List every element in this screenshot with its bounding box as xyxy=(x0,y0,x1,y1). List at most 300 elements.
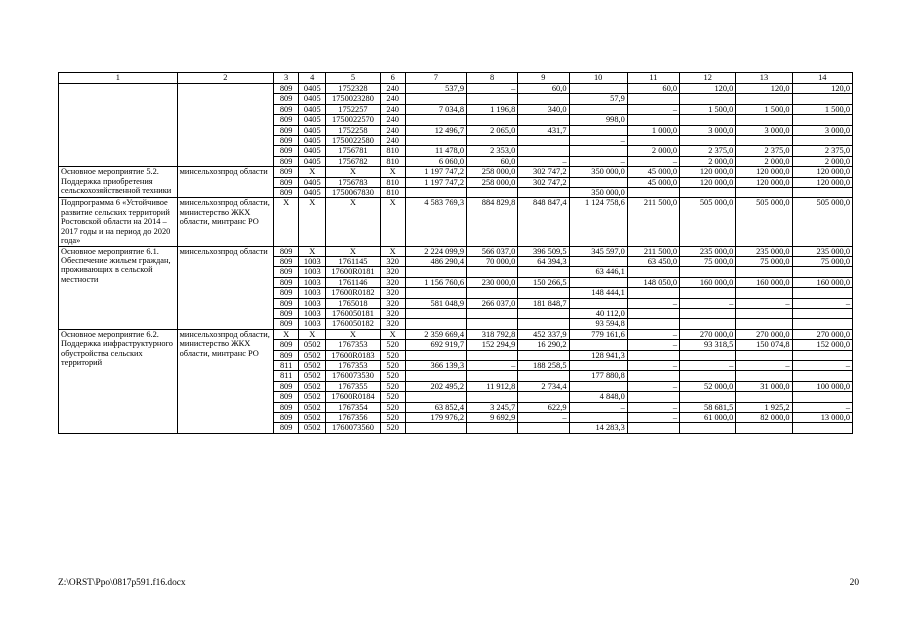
code-cell-c4: 0502 xyxy=(299,371,326,381)
amount-cell-c12 xyxy=(680,319,736,329)
code-cell-c6: X xyxy=(380,329,405,339)
amount-cell-c10: – xyxy=(569,156,627,166)
amount-cell-c10: 14 283,3 xyxy=(569,423,627,433)
amount-cell-c11: – xyxy=(627,156,679,166)
code-cell-c4: 0405 xyxy=(299,177,326,187)
amount-cell-c7: 63 852,4 xyxy=(405,402,466,412)
amount-cell-c11 xyxy=(627,188,679,198)
amount-cell-c13 xyxy=(736,371,792,381)
amount-cell-c14: 3 000,0 xyxy=(792,125,852,135)
code-cell-c5: 1752258 xyxy=(326,125,380,135)
amount-cell-c7 xyxy=(405,392,466,402)
code-cell-c5: X xyxy=(326,246,380,256)
code-cell-c4: 1003 xyxy=(299,288,326,298)
amount-cell-c8: 11 912,8 xyxy=(467,381,518,391)
amount-cell-c12: 61 000,0 xyxy=(680,413,736,423)
amount-cell-c12 xyxy=(680,94,736,104)
amount-cell-c9: 2 734,4 xyxy=(518,381,569,391)
code-cell-c3: 809 xyxy=(274,104,299,114)
code-cell-c5: 1750067830 xyxy=(326,188,380,198)
amount-cell-c7: 11 478,0 xyxy=(405,146,466,156)
column-header-3: 3 xyxy=(274,73,299,84)
code-cell-c5: 1760073560 xyxy=(326,423,380,433)
amount-cell-c7 xyxy=(405,371,466,381)
amount-cell-c7: 366 139,3 xyxy=(405,360,466,370)
code-cell-c6: 520 xyxy=(380,381,405,391)
amount-cell-c13 xyxy=(736,188,792,198)
code-cell-c3: X xyxy=(274,198,299,246)
amount-cell-c7: 692 919,7 xyxy=(405,340,466,350)
amount-cell-c14: 2 375,0 xyxy=(792,146,852,156)
amount-cell-c7: 581 048,9 xyxy=(405,298,466,308)
amount-cell-c10: 40 112,0 xyxy=(569,308,627,318)
code-cell-c6: 320 xyxy=(380,288,405,298)
amount-cell-c9: 302 747,2 xyxy=(518,177,569,187)
code-cell-c5: 1767353 xyxy=(326,340,380,350)
amount-cell-c11 xyxy=(627,267,679,277)
code-cell-c6: 240 xyxy=(380,136,405,146)
amount-cell-c10: 93 594,8 xyxy=(569,319,627,329)
code-cell-c6: 810 xyxy=(380,156,405,166)
amount-cell-c12: 58 681,5 xyxy=(680,402,736,412)
amount-cell-c10 xyxy=(569,177,627,187)
amount-cell-c7 xyxy=(405,136,466,146)
amount-cell-c10: 350 000,0 xyxy=(569,188,627,198)
amount-cell-c12: 235 000,0 xyxy=(680,246,736,256)
code-cell-c6: 240 xyxy=(380,115,405,125)
code-cell-c3: 809 xyxy=(274,319,299,329)
amount-cell-c10 xyxy=(569,381,627,391)
amount-cell-c7 xyxy=(405,308,466,318)
amount-cell-c7: 2 224 099,9 xyxy=(405,246,466,256)
code-cell-c3: 809 xyxy=(274,288,299,298)
code-cell-c3: 809 xyxy=(274,423,299,433)
code-cell-c4: X xyxy=(299,329,326,339)
amount-cell-c9: 622,9 xyxy=(518,402,569,412)
amount-cell-c12 xyxy=(680,188,736,198)
amount-cell-c11: – xyxy=(627,402,679,412)
code-cell-c4: 0405 xyxy=(299,146,326,156)
code-cell-c5: 1752328 xyxy=(326,84,380,94)
amount-cell-c14: 13 000,0 xyxy=(792,413,852,423)
amount-cell-c7 xyxy=(405,115,466,125)
amount-cell-c13: 505 000,0 xyxy=(736,198,792,246)
amount-cell-c7 xyxy=(405,267,466,277)
amount-cell-c12: 3 000,0 xyxy=(680,125,736,135)
amount-cell-c9: 64 394,3 xyxy=(518,256,569,266)
amount-cell-c10: 350 000,0 xyxy=(569,167,627,177)
amount-cell-c12: – xyxy=(680,298,736,308)
amount-cell-c8: 70 000,0 xyxy=(467,256,518,266)
amount-cell-c10: – xyxy=(569,402,627,412)
amount-cell-c8: 884 829,8 xyxy=(467,198,518,246)
column-header-8: 8 xyxy=(467,73,518,84)
column-header-1: 1 xyxy=(59,73,178,84)
amount-cell-c14 xyxy=(792,392,852,402)
amount-cell-c10 xyxy=(569,413,627,423)
amount-cell-c8 xyxy=(467,423,518,433)
executor-cell xyxy=(177,84,273,167)
amount-cell-c8: 60,0 xyxy=(467,156,518,166)
code-cell-c5: 1767354 xyxy=(326,402,380,412)
amount-cell-c14: 505 000,0 xyxy=(792,198,852,246)
code-cell-c5: 1765018 xyxy=(326,298,380,308)
amount-cell-c11: – xyxy=(627,104,679,114)
amount-cell-c7: 4 583 769,3 xyxy=(405,198,466,246)
code-cell-c6: 240 xyxy=(380,125,405,135)
amount-cell-c14 xyxy=(792,308,852,318)
amount-cell-c14 xyxy=(792,371,852,381)
code-cell-c3: 809 xyxy=(274,413,299,423)
amount-cell-c13: 270 000,0 xyxy=(736,329,792,339)
code-cell-c5: 1760050181 xyxy=(326,308,380,318)
amount-cell-c11 xyxy=(627,308,679,318)
amount-cell-c9: 340,0 xyxy=(518,104,569,114)
amount-cell-c8: 2 065,0 xyxy=(467,125,518,135)
amount-cell-c10: 998,0 xyxy=(569,115,627,125)
amount-cell-c13: 82 000,0 xyxy=(736,413,792,423)
code-cell-c6: 520 xyxy=(380,392,405,402)
amount-cell-c7 xyxy=(405,188,466,198)
amount-cell-c14 xyxy=(792,136,852,146)
amount-cell-c13: 235 000,0 xyxy=(736,246,792,256)
amount-cell-c9 xyxy=(518,188,569,198)
code-cell-c6: 320 xyxy=(380,319,405,329)
amount-cell-c11: 60,0 xyxy=(627,84,679,94)
code-cell-c4: 0405 xyxy=(299,115,326,125)
code-cell-c4: 0502 xyxy=(299,423,326,433)
amount-cell-c14 xyxy=(792,423,852,433)
amount-cell-c9 xyxy=(518,423,569,433)
code-cell-c6: 520 xyxy=(380,360,405,370)
amount-cell-c12: 120 000,0 xyxy=(680,167,736,177)
code-cell-c6: 520 xyxy=(380,340,405,350)
amount-cell-c13 xyxy=(736,308,792,318)
code-cell-c3: 809 xyxy=(274,308,299,318)
code-cell-c4: 0502 xyxy=(299,413,326,423)
amount-cell-c13: 160 000,0 xyxy=(736,277,792,287)
code-cell-c5: 1756782 xyxy=(326,156,380,166)
code-cell-c5: 17600R0181 xyxy=(326,267,380,277)
code-cell-c4: 0405 xyxy=(299,94,326,104)
code-cell-c5: 1750023280 xyxy=(326,94,380,104)
amount-cell-c11: – xyxy=(627,329,679,339)
amount-cell-c11 xyxy=(627,392,679,402)
code-cell-c6: 320 xyxy=(380,308,405,318)
column-header-14: 14 xyxy=(792,73,852,84)
amount-cell-c13: 2 000,0 xyxy=(736,156,792,166)
amount-cell-c10 xyxy=(569,360,627,370)
amount-cell-c7 xyxy=(405,423,466,433)
table-row xyxy=(59,246,853,256)
table-row xyxy=(59,84,853,94)
program-name-cell xyxy=(59,84,178,167)
amount-cell-c13: 120 000,0 xyxy=(736,167,792,177)
amount-cell-c12 xyxy=(680,288,736,298)
column-header-12: 12 xyxy=(680,73,736,84)
amount-cell-c9: 150 266,5 xyxy=(518,277,569,287)
amount-cell-c14: 100 000,0 xyxy=(792,381,852,391)
amount-cell-c8: 9 692,9 xyxy=(467,413,518,423)
amount-cell-c14: 75 000,0 xyxy=(792,256,852,266)
amount-cell-c10 xyxy=(569,298,627,308)
code-cell-c3: 811 xyxy=(274,371,299,381)
amount-cell-c9: 396 509,5 xyxy=(518,246,569,256)
amount-cell-c7: 7 034,8 xyxy=(405,104,466,114)
amount-cell-c8 xyxy=(467,371,518,381)
amount-cell-c8: 230 000,0 xyxy=(467,277,518,287)
amount-cell-c14: 120 000,0 xyxy=(792,167,852,177)
code-cell-c4: 1003 xyxy=(299,267,326,277)
code-cell-c5: 1752257 xyxy=(326,104,380,114)
amount-cell-c10: 177 880,8 xyxy=(569,371,627,381)
amount-cell-c9 xyxy=(518,94,569,104)
code-cell-c3: 809 xyxy=(274,392,299,402)
amount-cell-c13 xyxy=(736,392,792,402)
code-cell-c4: 1003 xyxy=(299,308,326,318)
code-cell-c5: 1761146 xyxy=(326,277,380,287)
amount-cell-c14 xyxy=(792,188,852,198)
code-cell-c4: 0405 xyxy=(299,136,326,146)
amount-cell-c11: 1 000,0 xyxy=(627,125,679,135)
amount-cell-c11 xyxy=(627,136,679,146)
amount-cell-c10: 148 444,1 xyxy=(569,288,627,298)
amount-cell-c7 xyxy=(405,319,466,329)
amount-cell-c7: 12 496,7 xyxy=(405,125,466,135)
amount-cell-c14 xyxy=(792,267,852,277)
code-cell-c6: 520 xyxy=(380,350,405,360)
code-cell-c3: 809 xyxy=(274,84,299,94)
amount-cell-c13: 31 000,0 xyxy=(736,381,792,391)
amount-cell-c7 xyxy=(405,94,466,104)
amount-cell-c11: 45 000,0 xyxy=(627,167,679,177)
amount-cell-c9: 188 258,5 xyxy=(518,360,569,370)
amount-cell-c13: 2 375,0 xyxy=(736,146,792,156)
amount-cell-c13 xyxy=(736,267,792,277)
amount-cell-c13: 150 074,8 xyxy=(736,340,792,350)
amount-cell-c13: 120 000,0 xyxy=(736,177,792,187)
amount-cell-c9: 181 848,7 xyxy=(518,298,569,308)
amount-cell-c10: 128 941,3 xyxy=(569,350,627,360)
amount-cell-c11 xyxy=(627,288,679,298)
code-cell-c6: X xyxy=(380,198,405,246)
amount-cell-c7: 486 290,4 xyxy=(405,256,466,266)
program-name-cell: Основное мероприятие 6.2. Поддержка инфраструктурного обустройства сельских территорий xyxy=(59,329,178,433)
code-cell-c4: X xyxy=(299,198,326,246)
amount-cell-c10 xyxy=(569,104,627,114)
amount-cell-c11: 45 000,0 xyxy=(627,177,679,187)
amount-cell-c11 xyxy=(627,115,679,125)
amount-cell-c9 xyxy=(518,371,569,381)
amount-cell-c13: 1 500,0 xyxy=(736,104,792,114)
code-cell-c4: 0405 xyxy=(299,156,326,166)
amount-cell-c11 xyxy=(627,350,679,360)
amount-cell-c12: 93 318,5 xyxy=(680,340,736,350)
table-row xyxy=(59,329,853,339)
amount-cell-c12: 2 375,0 xyxy=(680,146,736,156)
amount-cell-c12: 505 000,0 xyxy=(680,198,736,246)
column-header-7: 7 xyxy=(405,73,466,84)
code-cell-c4: X xyxy=(299,246,326,256)
amount-cell-c9 xyxy=(518,319,569,329)
code-cell-c3: 809 xyxy=(274,246,299,256)
code-cell-c4: 0502 xyxy=(299,392,326,402)
table-header-row xyxy=(59,73,853,84)
amount-cell-c8: 1 196,8 xyxy=(467,104,518,114)
table-body xyxy=(59,84,853,434)
code-cell-c5: 17600R0182 xyxy=(326,288,380,298)
code-cell-c4: 1003 xyxy=(299,277,326,287)
code-cell-c6: 320 xyxy=(380,298,405,308)
amount-cell-c12 xyxy=(680,115,736,125)
amount-cell-c14: – xyxy=(792,298,852,308)
code-cell-c5: 1760050182 xyxy=(326,319,380,329)
amount-cell-c14 xyxy=(792,115,852,125)
code-cell-c6: 320 xyxy=(380,277,405,287)
code-cell-c5: X xyxy=(326,167,380,177)
amount-cell-c13 xyxy=(736,136,792,146)
code-cell-c3: 809 xyxy=(274,167,299,177)
amount-cell-c14 xyxy=(792,288,852,298)
amount-cell-c10 xyxy=(569,340,627,350)
amount-cell-c7 xyxy=(405,350,466,360)
code-cell-c3: 809 xyxy=(274,277,299,287)
footer-page-number: 20 xyxy=(849,578,859,588)
amount-cell-c14: 270 000,0 xyxy=(792,329,852,339)
amount-cell-c7: 2 359 669,4 xyxy=(405,329,466,339)
amount-cell-c7: 1 197 747,2 xyxy=(405,167,466,177)
code-cell-c3: 809 xyxy=(274,381,299,391)
code-cell-c5: 1767353 xyxy=(326,360,380,370)
amount-cell-c10: 1 124 758,6 xyxy=(569,198,627,246)
amount-cell-c9: 431,7 xyxy=(518,125,569,135)
code-cell-c6: X xyxy=(380,167,405,177)
amount-cell-c13: 1 925,2 xyxy=(736,402,792,412)
amount-cell-c11 xyxy=(627,371,679,381)
amount-cell-c8: 152 294,9 xyxy=(467,340,518,350)
amount-cell-c11: 63 450,0 xyxy=(627,256,679,266)
amount-cell-c9: 302 747,2 xyxy=(518,167,569,177)
amount-cell-c10: 4 848,0 xyxy=(569,392,627,402)
amount-cell-c12: 52 000,0 xyxy=(680,381,736,391)
code-cell-c4: 0405 xyxy=(299,104,326,114)
column-header-9: 9 xyxy=(518,73,569,84)
amount-cell-c8: 258 000,0 xyxy=(467,167,518,177)
amount-cell-c8 xyxy=(467,308,518,318)
amount-cell-c14: 235 000,0 xyxy=(792,246,852,256)
amount-cell-c14 xyxy=(792,350,852,360)
code-cell-c5: 1756781 xyxy=(326,146,380,156)
amount-cell-c14: 2 000,0 xyxy=(792,156,852,166)
amount-cell-c10: 779 161,6 xyxy=(569,329,627,339)
amount-cell-c13: 120,0 xyxy=(736,84,792,94)
amount-cell-c8: – xyxy=(467,360,518,370)
code-cell-c3: 809 xyxy=(274,115,299,125)
amount-cell-c7: 1 156 760,6 xyxy=(405,277,466,287)
amount-cell-c9 xyxy=(518,115,569,125)
amount-cell-c8 xyxy=(467,136,518,146)
amount-cell-c12: – xyxy=(680,360,736,370)
amount-cell-c7: 1 197 747,2 xyxy=(405,177,466,187)
code-cell-c6: 520 xyxy=(380,371,405,381)
column-header-4: 4 xyxy=(299,73,326,84)
code-cell-c4: 0405 xyxy=(299,84,326,94)
amount-cell-c8: 566 037,0 xyxy=(467,246,518,256)
code-cell-c5: 1756783 xyxy=(326,177,380,187)
amount-cell-c12 xyxy=(680,267,736,277)
table-row xyxy=(59,198,853,246)
executor-cell: минсельхозпрод области xyxy=(177,167,273,198)
code-cell-c4: X xyxy=(299,167,326,177)
amount-cell-c10 xyxy=(569,84,627,94)
code-cell-c3: 809 xyxy=(274,256,299,266)
code-cell-c3: 809 xyxy=(274,298,299,308)
amount-cell-c13 xyxy=(736,115,792,125)
amount-cell-c14: 1 500,0 xyxy=(792,104,852,114)
amount-cell-c14: 120 000,0 xyxy=(792,177,852,187)
amount-cell-c12: 75 000,0 xyxy=(680,256,736,266)
code-cell-c5: 1761145 xyxy=(326,256,380,266)
column-header-10: 10 xyxy=(569,73,627,84)
code-cell-c3: 809 xyxy=(274,146,299,156)
budget-table xyxy=(58,72,853,434)
amount-cell-c8 xyxy=(467,188,518,198)
code-cell-c3: 809 xyxy=(274,267,299,277)
amount-cell-c12: 120 000,0 xyxy=(680,177,736,187)
amount-cell-c13 xyxy=(736,94,792,104)
column-header-5: 5 xyxy=(326,73,380,84)
amount-cell-c8 xyxy=(467,350,518,360)
code-cell-c4: 0405 xyxy=(299,125,326,135)
code-cell-c6: 810 xyxy=(380,146,405,156)
amount-cell-c10 xyxy=(569,277,627,287)
code-cell-c5: 17600R0183 xyxy=(326,350,380,360)
code-cell-c6: 240 xyxy=(380,104,405,114)
code-cell-c4: 0502 xyxy=(299,402,326,412)
code-cell-c5: 1750022570 xyxy=(326,115,380,125)
amount-cell-c13: – xyxy=(736,360,792,370)
amount-cell-c13: 75 000,0 xyxy=(736,256,792,266)
amount-cell-c9: 60,0 xyxy=(518,84,569,94)
amount-cell-c10 xyxy=(569,146,627,156)
amount-cell-c10 xyxy=(569,256,627,266)
code-cell-c6: 320 xyxy=(380,256,405,266)
amount-cell-c12 xyxy=(680,392,736,402)
amount-cell-c14 xyxy=(792,319,852,329)
amount-cell-c13 xyxy=(736,423,792,433)
amount-cell-c10: 57,9 xyxy=(569,94,627,104)
code-cell-c4: 0502 xyxy=(299,350,326,360)
code-cell-c3: 809 xyxy=(274,402,299,412)
amount-cell-c9 xyxy=(518,350,569,360)
amount-cell-c9: 16 290,2 xyxy=(518,340,569,350)
amount-cell-c14: 120,0 xyxy=(792,84,852,94)
code-cell-c4: 0405 xyxy=(299,188,326,198)
executor-cell: минсельхозпрод области, министерство ЖКХ области, минтранс РО xyxy=(177,198,273,246)
amount-cell-c11 xyxy=(627,423,679,433)
executor-cell: минсельхозпрод области xyxy=(177,246,273,329)
code-cell-c3: 811 xyxy=(274,360,299,370)
amount-cell-c14: 160 000,0 xyxy=(792,277,852,287)
amount-cell-c11: – xyxy=(627,381,679,391)
code-cell-c6: 520 xyxy=(380,423,405,433)
amount-cell-c12 xyxy=(680,423,736,433)
amount-cell-c10: 345 597,0 xyxy=(569,246,627,256)
amount-cell-c12: 2 000,0 xyxy=(680,156,736,166)
code-cell-c6: X xyxy=(380,246,405,256)
code-cell-c4: 0502 xyxy=(299,340,326,350)
amount-cell-c9 xyxy=(518,308,569,318)
